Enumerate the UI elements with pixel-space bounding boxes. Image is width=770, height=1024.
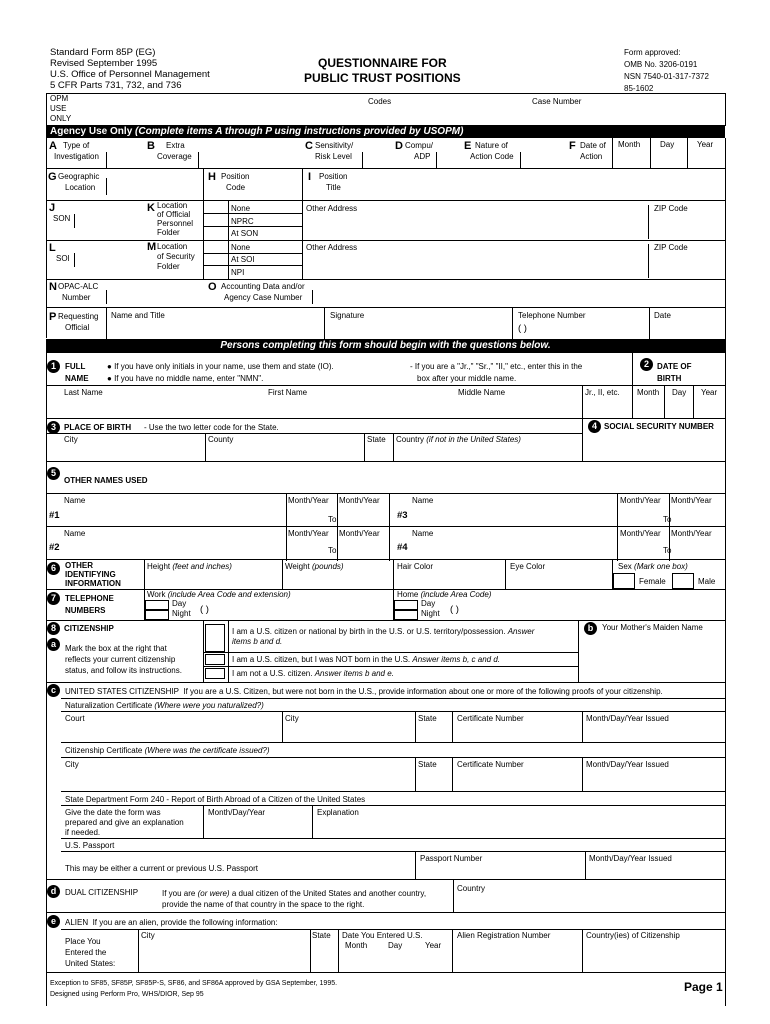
q6-male: Male [698,577,716,586]
q8-a-marker: a [47,638,60,651]
item-p-telephone: Telephone Number [518,311,586,320]
q7-work-night-checkbox[interactable] [145,610,169,620]
q8-c-label: UNITED STATES CITIZENSHIP [65,687,179,696]
item-o-letter: O [208,281,217,293]
q8-passport-note: This may be either a current or previous U.S. Passport [65,864,258,873]
agency-use-bar [46,125,725,138]
item-k-label3: Personnel [157,219,194,228]
q5-number: 5 [47,467,60,480]
q7-label-1: TELEPHONE [65,594,114,603]
item-j-label: SON [53,214,71,223]
q8-e-alien-reg: Alien Registration Number [457,931,551,940]
q8-e-place-3: United States: [65,959,116,968]
q8-opt1-checkbox[interactable] [205,624,225,652]
codes-label: Codes [368,97,392,106]
q6-sex-label: Sex [618,562,632,571]
q8-a-instr-2: reflects your current citizenship [65,655,176,664]
item-m-label2: of Security [157,252,195,261]
q7-home-note: (include Area Code) [420,590,492,599]
q1-instruction-2-text: If you have no middle name, enter "NMN". [114,374,264,383]
form-approved: Form approved: [624,48,681,57]
q7-work [147,590,291,600]
q5-entry-2: #2 [49,542,60,553]
q8-opt2-answer: Answer items b, c and d. [412,655,500,664]
item-a-label1: Type of [63,141,90,150]
q6-eye: Eye Color [510,562,546,571]
item-e-label2: Action Code [470,152,514,161]
q8-c-marker: c [47,684,60,697]
item-n-label2: Number [62,293,91,302]
q8-e-text: If you are an alien, provide the following information: [92,918,278,927]
item-e-letter: E [464,140,472,152]
q2-number: 2 [640,358,653,371]
q1-instruction-1-text: If you have only initials in your name, use them and state (IO). [114,362,334,371]
q8-sdf-explanation: Explanation [317,808,359,817]
q6-height-note: (feet and inches) [172,562,232,571]
q5-my-to-2: Month/Year [339,529,380,538]
q5-name-2-label: Name [64,529,86,538]
item-h-label1: Position [221,172,250,181]
q5-my-to-3: Month/Year [671,496,712,505]
footer-designed: Designed using Perform Pro, WHS/DIOR, Sep 95 [50,991,204,998]
form-id: Standard Form 85P (EG) [50,47,156,58]
item-k-zip: ZIP Code [654,204,688,213]
q7-home-label: Home [397,590,419,599]
item-c-letter: C [305,140,313,152]
q6-label-1: OTHER [65,561,93,570]
q3-note: - Use the two letter code for the State. [144,423,279,432]
item-a-label2: Investigation [54,152,99,161]
q8-e-marker: e [47,915,60,928]
item-m-opt-none: None [231,243,251,252]
q7-home-day-checkbox[interactable] [394,600,418,610]
q8-d-text-1c: a dual citizen of the United States and another country, [231,889,427,898]
item-l-label: SOI [56,254,70,263]
q5-to-3: To [663,515,672,524]
item-b-letter: B [147,140,155,152]
opm-use-1: OPM [50,94,69,103]
item-k-label4: Folder [157,228,180,237]
q5-my-to-1: Month/Year [339,496,380,505]
q1-jr-label: Jr., II, etc. [585,388,620,397]
q3-city: City [64,435,78,444]
page-number: Page 1 [684,980,723,994]
item-b-label2: Coverage [157,152,192,161]
item-c-label2: Risk Level [315,152,352,161]
q8-e-state: State [312,931,331,940]
q3-country-label: Country [396,435,425,444]
q8-e-year: Year [425,941,442,950]
q8-nat-state: State [418,714,437,723]
q1-instruction-4: box after your middle name. [417,374,517,383]
q1-number: 1 [47,360,60,373]
q8-passport-issued: Month/Day/Year Issued [589,854,672,863]
q5-label: OTHER NAMES USED [64,476,148,485]
item-d-label2: ADP [414,152,431,161]
q2-year: Year [701,388,718,397]
q7-work-day: Day [172,599,187,608]
item-i-label2: Title [326,183,341,192]
q6-sex-note: (Mark one box) [634,562,688,571]
q8-nat-label: Naturalization Certificate [65,701,153,710]
item-f-day: Day [660,140,675,149]
item-i-label1: Position [319,172,348,181]
item-m-letter: M [147,241,157,253]
q6-female: Female [639,577,666,586]
q5-name-3-label: Name [412,496,434,505]
q8-sdf-heading: State Department Form 240 - Report of Birth Abroad of a Citizen of the United States [65,795,366,804]
q1-instruction-1: ● If you have only initials in your name, use them and state (IO). [107,362,334,371]
item-f-label1: Date of [580,141,606,150]
q8-opt3-main: I am not a U.S. citizen. [232,669,313,678]
q6-weight-label: Weight [285,562,310,571]
item-j-letter: J [49,202,56,214]
q7-home-day: Day [421,599,436,608]
q6-label-2: IDENTIFYING [65,570,116,579]
q8-cit-state: State [418,760,437,769]
q5-my-from-2: Month/Year [288,529,329,538]
footer-exception: Exception to SF85, SF85P, SF85P-S, SF86, and SF86A approved by GSA September, 1995. [50,980,338,987]
q8-a-instr-1: Mark the box at the right that [65,644,167,653]
item-n-label1: OPAC-ALC [58,282,99,291]
q8-nat-city: City [285,714,299,723]
item-g-label2: Location [65,183,96,192]
item-k-opt-nprc: NPRC [231,217,254,226]
q5-to-1: To [328,515,337,524]
form-title-line2: PUBLIC TRUST POSITIONS [304,71,461,85]
q6-label-3: INFORMATION [65,579,121,588]
opm-use-2: USE [50,104,67,113]
persons-completing-bar: Persons completing this form should begin with the questions below. [46,339,725,353]
item-o-label1: Accounting Data and/or [221,282,305,291]
q8-d-label: DUAL CITIZENSHIP [65,888,139,897]
q4-label: SOCIAL SECURITY NUMBER [604,422,714,431]
q8-c-text: If you are a U.S. Citizen, but were not born in the U.S., provide information about one or more of the following proofs of your citizenship. [183,687,663,696]
q5-my-from-1: Month/Year [288,496,329,505]
q5-to-2: To [328,546,337,555]
q5-my-to-4: Month/Year [671,529,712,538]
q7-work-day-checkbox[interactable] [145,600,169,610]
q8-e-label: ALIEN [65,918,89,927]
form-number: 85-1602 [624,84,654,93]
q6-sex [618,562,688,572]
item-p-label2: Official [65,323,90,332]
q8-opt1-answer: Answer [507,627,535,636]
q7-label-2: NUMBERS [65,606,106,615]
item-k-other-address: Other Address [306,204,358,213]
case-number-label: Case Number [532,97,582,106]
q7-number: 7 [47,592,60,605]
q8-cit-note: (Where was the certificate issued?) [144,746,270,755]
q8-opt2-checkbox[interactable] [205,654,225,665]
item-m-opt-at-soi: At SOI [231,255,255,264]
q5-entry-3: #3 [397,510,408,521]
q7-work-night: Night [172,609,191,618]
item-n-letter: N [49,281,57,293]
q8-opt3-answer: Answer items b and e. [314,669,394,678]
q2-label-2: BIRTH [657,374,682,383]
q8-b-maiden-name: Your Mother's Maiden Name [602,623,703,632]
q5-name-1-label: Name [64,496,86,505]
agency-use-instructions: (Complete items A through P using instructions provided by USOPM) [135,126,464,137]
q8-nat-cert-number: Certificate Number [457,714,524,723]
agency-use-title: Agency Use Only [50,126,133,137]
q5-entry-4: #4 [397,542,408,553]
q1-middle-name: Middle Name [458,388,506,397]
q8-e-place-2: Entered the [65,948,107,957]
q8-nat-issued: Month/Day/Year Issued [586,714,669,723]
q6-number: 6 [47,562,60,575]
q1-label-name: NAME [65,374,89,383]
item-g-label1: Geographic [58,172,100,181]
q8-e-month: Month [345,941,368,950]
form-cfr: 5 CFR Parts 731, 732, and 736 [50,80,182,91]
q8-opt1-text [232,627,534,637]
item-i-letter: I [308,171,312,183]
q1-instruction-2: ● If you have no middle name, enter "NMN". [107,374,264,383]
item-p-label1: Requesting [58,312,99,321]
q8-d-text-1 [162,889,426,899]
item-h-label2: Code [226,183,246,192]
q5-my-from-4: Month/Year [620,529,661,538]
item-f-month: Month [618,140,641,149]
item-m-other-address: Other Address [306,243,358,252]
item-f-year: Year [697,140,714,149]
q8-opt1-main: I am a U.S. citizen or national by birth in the U.S. or U.S. territory/possession. [232,627,506,636]
q6-height-label: Height [147,562,171,571]
q7-home-parens: ( ) [450,604,459,615]
q7-work-label: Work [147,590,166,599]
q6-hair: Hair Color [397,562,434,571]
item-k-opt-none: None [231,204,251,213]
item-f-label2: Action [580,152,603,161]
q6-female-checkbox[interactable] [613,573,635,589]
item-c-label1: Sensitivity/ [315,141,354,150]
q8-d-marker: d [47,885,60,898]
q7-work-note: (include Area Code and extension) [167,590,291,599]
q5-my-from-3: Month/Year [620,496,661,505]
q8-opt3-text [232,669,394,679]
item-k-opt-at-son: At SON [231,229,259,238]
item-k-label2: of Official [157,210,191,219]
item-g-letter: G [48,171,57,183]
q8-e-date-entered: Date You Entered U.S. [342,931,423,940]
q7-home-night-checkbox[interactable] [394,610,418,620]
q6-weight-note: (pounds) [312,562,344,571]
q8-d-text-2: provide the name of that country in the space to the right. [162,900,365,909]
q8-nat-note: (Where were you naturalized?) [154,701,264,710]
item-p-signature: Signature [330,311,365,320]
q8-label: CITIZENSHIP [64,624,114,633]
q8-e-place-1: Place You [65,937,101,946]
q7-work-parens: ( ) [200,604,209,615]
item-m-label1: Location [157,242,188,251]
item-m-zip: ZIP Code [654,243,688,252]
q8-sdf-instr-2: prepared and give an explanation [65,818,184,827]
q8-opt1-items: items b and d. [232,637,283,646]
form-agency: U.S. Office of Personnel Management [50,69,210,80]
q8-sdf-mdy: Month/Day/Year [208,808,266,817]
q1-first-name: First Name [268,388,308,397]
q8-e-day: Day [388,941,403,950]
q8-opt2-main: I am a U.S. citizen, but I was NOT born in the U.S. [232,655,411,664]
q8-number: 8 [47,622,60,635]
q8-opt3-checkbox[interactable] [205,668,225,679]
q8-nat-heading [65,701,264,711]
q1-label-full: FULL [65,362,86,371]
q8-sdf-instr-3: if needed. [65,828,101,837]
item-a-letter: A [49,140,57,152]
item-h-letter: H [208,171,216,183]
item-o-label2: Agency Case Number [224,293,303,302]
item-b-label1: Extra [166,141,185,150]
item-p-name-title: Name and Title [111,311,165,320]
q8-cit-cert-number: Certificate Number [457,760,524,769]
q8-nat-court: Court [65,714,85,723]
item-k-letter: K [147,202,155,214]
q3-county: County [208,435,234,444]
q8-cit-city: City [65,760,79,769]
q1-last-name: Last Name [64,388,103,397]
q8-d-country: Country [457,884,486,893]
q7-home-night: Night [421,609,440,618]
q8-e-countries: Country(ies) of Citizenship [586,931,680,940]
q8-cit-heading [65,746,270,756]
q8-e-city: City [141,931,155,940]
item-e-label1: Nature of [475,141,508,150]
q3-state: State [367,435,386,444]
item-d-label1: Compu/ [405,141,434,150]
q3-number: 3 [47,421,60,434]
form-title-line1: QUESTIONNAIRE FOR [318,56,447,70]
q3-label: PLACE OF BIRTH [64,423,132,432]
q8-c-heading [65,687,663,697]
q8-passport-heading: U.S. Passport [65,841,115,850]
q8-sdf-instr-1: Give the date the form was [65,808,161,817]
q4-number: 4 [588,420,601,433]
q2-month: Month [637,388,660,397]
q8-a-instr-3: status, and follow its instructions. [65,666,182,675]
q3-country-note: (if not in the United States) [426,435,521,444]
item-p-date: Date [654,311,671,320]
item-l-letter: L [49,242,56,254]
item-d-letter: D [395,140,403,152]
q6-male-checkbox[interactable] [672,573,694,589]
item-p-phone-parens: ( ) [518,323,527,334]
q8-b-marker: b [584,622,597,635]
q7-home [397,590,491,600]
q8-d-text-1a: If you are [162,889,196,898]
item-k-label1: Location [157,201,188,210]
item-m-label3: Folder [157,262,180,271]
q5-entry-1: #1 [49,510,60,521]
q3-country [396,435,521,445]
q8-passport-number: Passport Number [420,854,483,863]
q8-opt2-text [232,655,500,665]
q2-day: Day [672,388,687,397]
q8-cit-label: Citizenship Certificate [65,746,143,755]
omb-number: OMB No. 3206-0191 [624,60,698,69]
opm-use-3: ONLY [50,114,72,123]
q8-d-text-1b: (or were) [197,889,230,898]
q1-instruction-3: - If you are a "Jr.," "Sr.," "II," etc., enter this in the [410,362,583,371]
q2-label-1: DATE OF [657,362,692,371]
nsn-number: NSN 7540-01-317-7372 [624,72,709,81]
item-m-opt-npi: NPI [231,268,245,277]
q8-cit-issued: Month/Day/Year Issued [586,760,669,769]
form-revision: Revised September 1995 [50,58,158,69]
q5-name-4-label: Name [412,529,434,538]
q6-height [147,562,232,572]
q5-to-4: To [663,546,672,555]
item-p-letter: P [49,311,57,323]
q6-weight [285,562,344,572]
item-f-letter: F [569,140,576,152]
q8-e-heading [65,918,278,928]
